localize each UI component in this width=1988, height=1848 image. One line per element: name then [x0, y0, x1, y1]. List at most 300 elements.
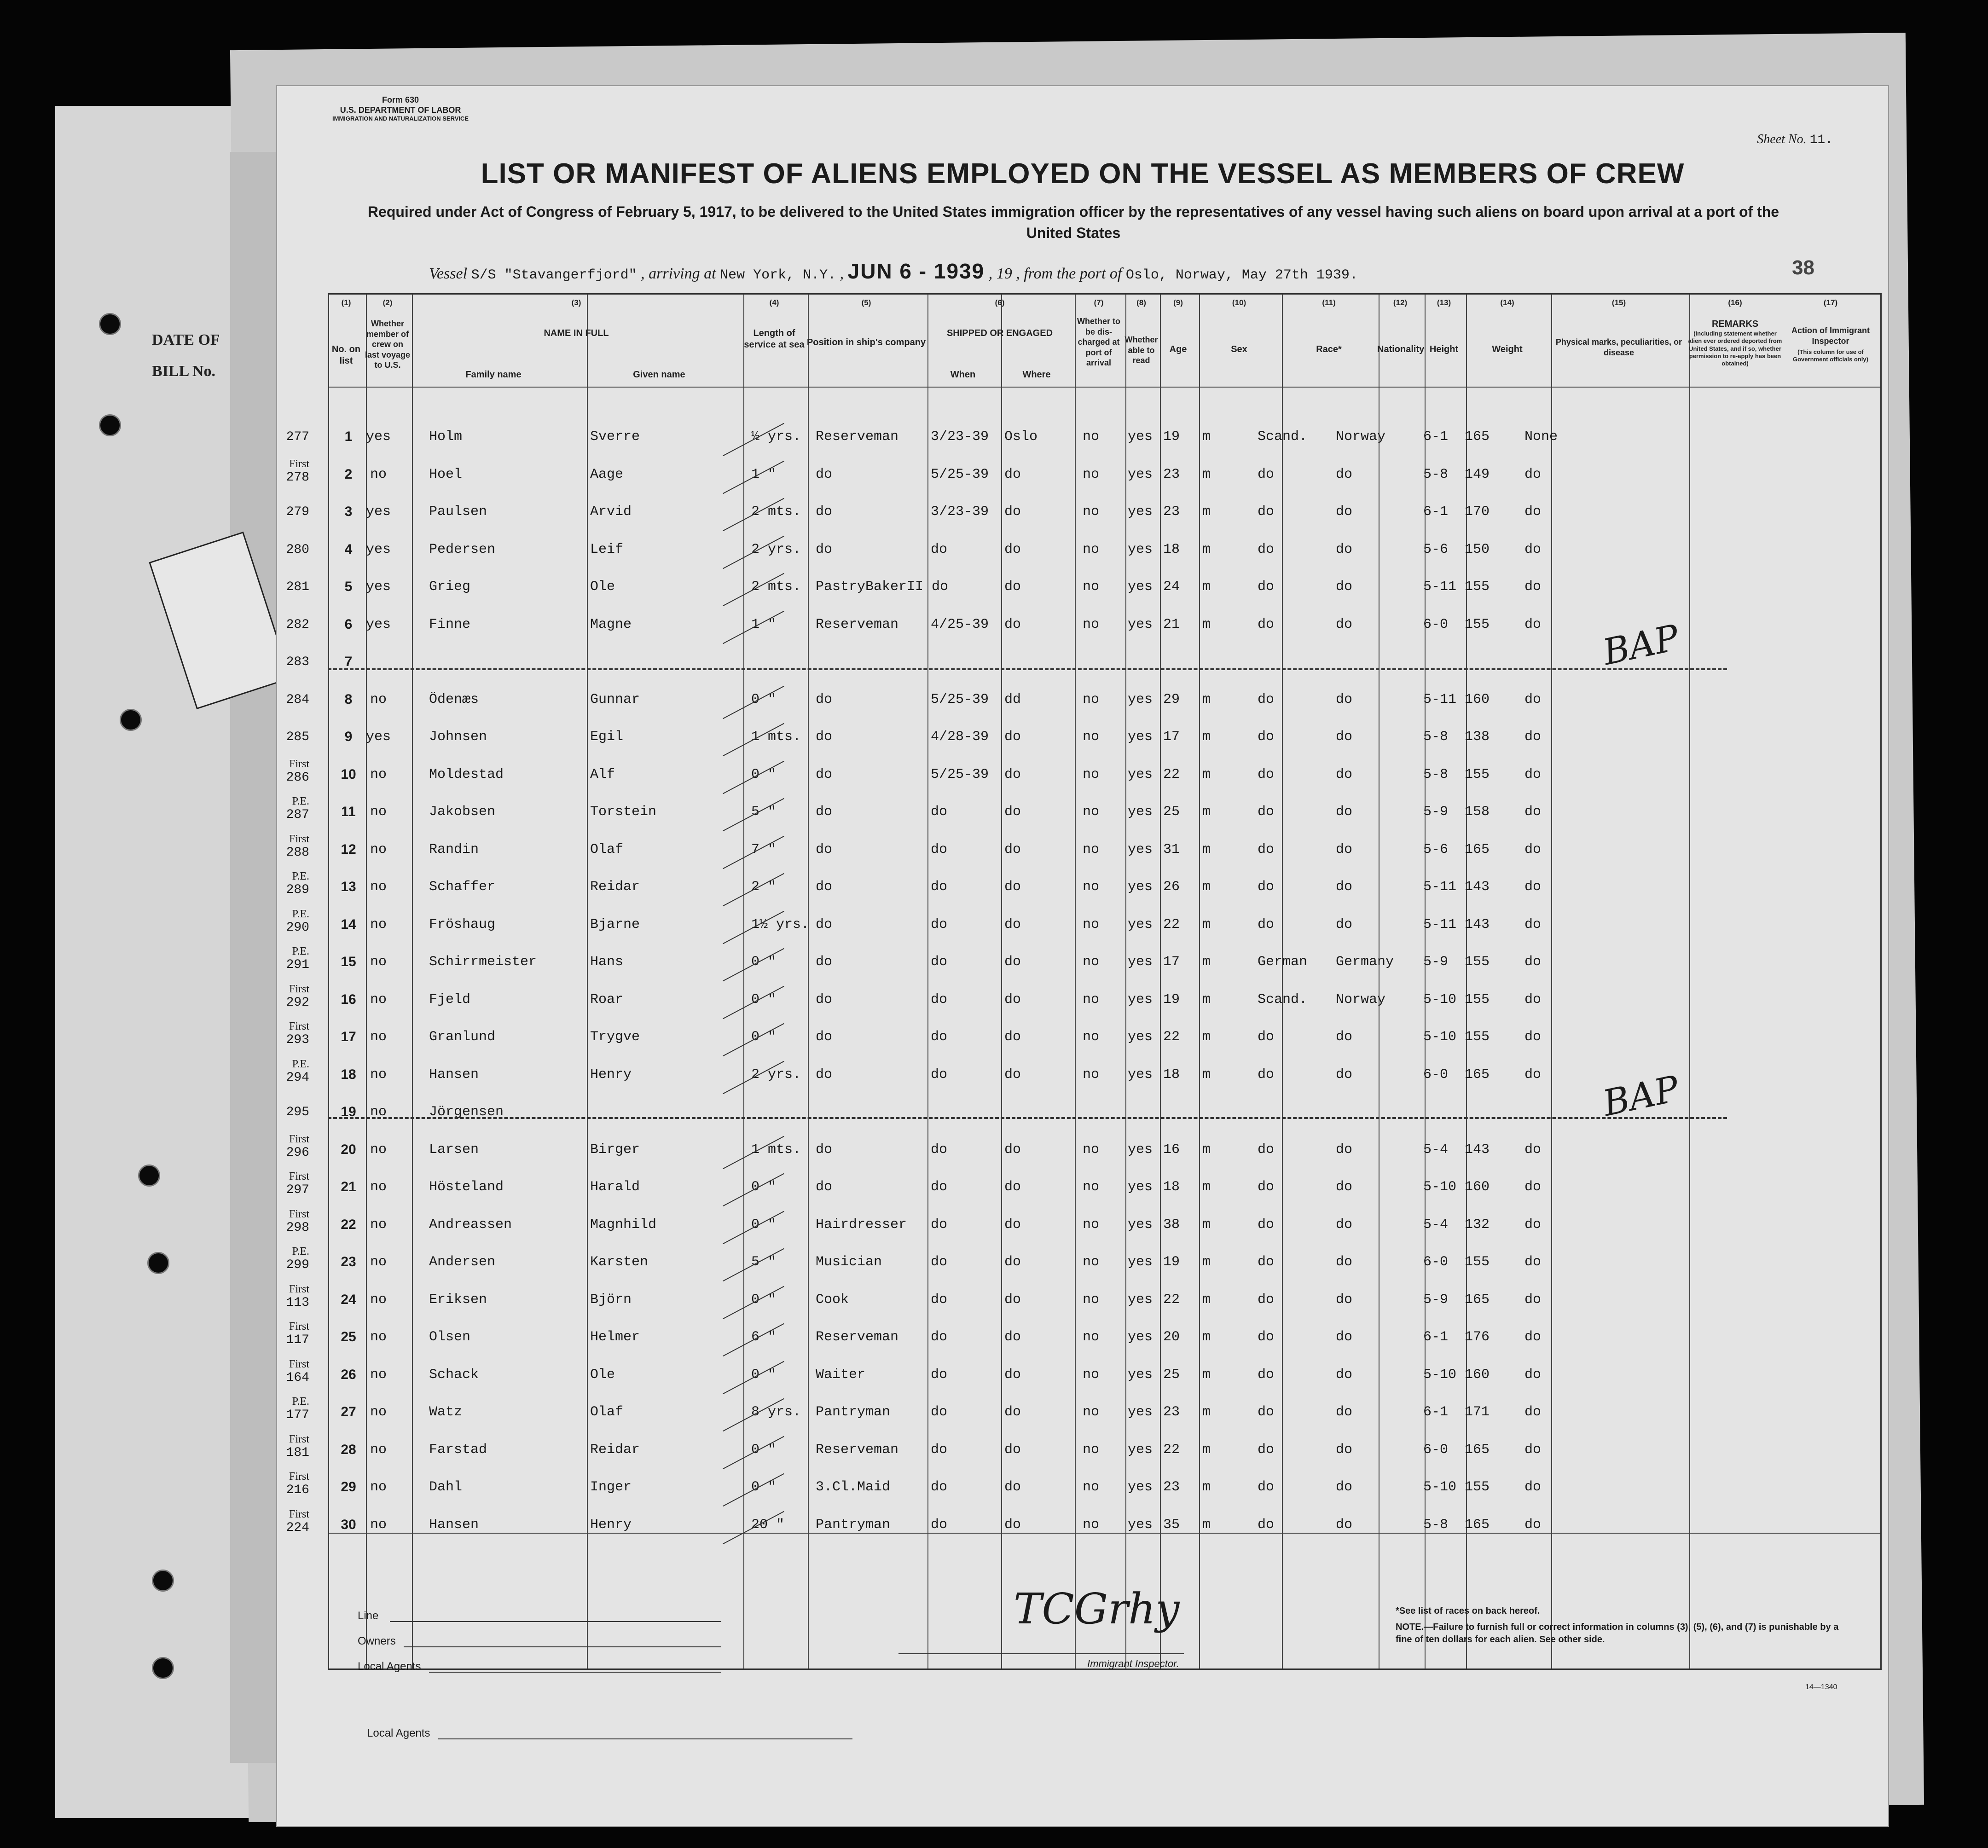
cell-position: do	[816, 766, 833, 782]
cell-where: do	[1004, 954, 1021, 970]
previous-list-value: 224	[286, 1520, 309, 1535]
cell-no: 2	[344, 466, 353, 482]
local-agents-underline-2	[438, 1738, 852, 1739]
cell-nat: do	[1336, 579, 1353, 595]
cell-age: 31	[1163, 841, 1180, 857]
header-discharged: Whether to be dis-charged at port of arrival	[1077, 317, 1120, 367]
cell-read: yes	[1128, 1254, 1153, 1270]
cell-phys: do	[1524, 916, 1542, 933]
previous-list-value: 299	[286, 1258, 309, 1272]
cell-crew: no	[370, 766, 387, 782]
cell-where: Oslo	[1004, 429, 1038, 445]
cell-no: 17	[341, 1029, 356, 1044]
header-action: Action of Immigrant Inspector	[1791, 326, 1870, 346]
cell-height: 5-10	[1423, 1029, 1457, 1045]
cell-family: Johnsen	[429, 729, 487, 745]
cell-phys: do	[1524, 1479, 1542, 1495]
cell-family: Ödenæs	[429, 691, 479, 707]
cell-read: yes	[1128, 579, 1153, 595]
sheet-value: 11.	[1809, 133, 1833, 147]
cell-service: 0 "	[751, 1367, 777, 1383]
column-number: (5)	[861, 298, 871, 307]
cell-weight: 160	[1465, 1179, 1490, 1195]
cell-height: 5-8	[1423, 729, 1449, 745]
cell-given: Helmer	[590, 1329, 640, 1345]
cell-height: 5-4	[1423, 1217, 1449, 1233]
cell-position: 3.Cl.Maid	[816, 1479, 891, 1495]
cell-given: Reidar	[590, 1442, 640, 1458]
cell-read: yes	[1128, 1217, 1153, 1233]
cell-where: do	[1004, 766, 1021, 782]
cell-given: Egil	[590, 729, 624, 745]
cell-service: 0 "	[751, 991, 777, 1008]
table-row	[277, 945, 1879, 991]
header-position: Position in ship's company	[806, 337, 926, 348]
header-shipped-engaged: SHIPPED OR ENGAGED	[946, 328, 1053, 338]
cell-disch: no	[1083, 616, 1100, 632]
cell-race: do	[1258, 1442, 1275, 1458]
cell-race: do	[1258, 541, 1275, 557]
cell-disch: no	[1083, 991, 1100, 1008]
previous-list-tag: First	[289, 833, 309, 845]
cell-sex: m	[1202, 991, 1211, 1008]
cell-disch: no	[1083, 1367, 1100, 1383]
header-given-name: Given name	[633, 370, 685, 380]
cell-age: 38	[1163, 1217, 1180, 1233]
cell-height: 5-10	[1423, 1179, 1457, 1195]
cell-where: do	[1004, 579, 1021, 595]
table-row	[277, 1170, 1879, 1216]
cell-family: Randin	[429, 841, 479, 857]
cell-nat: do	[1336, 1066, 1353, 1083]
cell-disch: no	[1083, 1029, 1100, 1045]
header-race: Race*	[1316, 344, 1342, 354]
cell-phys: do	[1524, 879, 1542, 895]
cell-where: do	[1004, 1479, 1021, 1495]
table-row	[277, 1283, 1879, 1329]
cell-sex: m	[1202, 916, 1211, 933]
column-number: (14)	[1500, 298, 1514, 307]
cell-when: do	[931, 1367, 948, 1383]
cell-sex: m	[1202, 879, 1211, 895]
previous-list-number	[263, 694, 309, 707]
cell-crew: no	[370, 1179, 387, 1195]
cell-service: 5 "	[751, 804, 777, 820]
cell-no: 12	[341, 841, 356, 857]
cell-race: do	[1258, 1217, 1275, 1233]
cell-nat: do	[1336, 804, 1353, 820]
cell-when: do	[931, 1179, 948, 1195]
table-row	[277, 579, 1879, 616]
binder-hole-icon	[152, 1657, 174, 1679]
previous-list-number	[263, 544, 309, 556]
cell-service: 0 "	[751, 1217, 777, 1233]
previous-list-tag: First	[289, 758, 309, 770]
cell-given: Olaf	[590, 1404, 624, 1420]
cell-height: 5-10	[1423, 1367, 1457, 1383]
cell-race: do	[1258, 691, 1275, 707]
cell-no: 6	[344, 616, 353, 632]
cell-given: Magne	[590, 616, 632, 632]
cell-service: 0 "	[751, 1179, 777, 1195]
previous-list-tag: First	[289, 458, 309, 470]
cell-where: do	[1004, 916, 1021, 933]
cell-crew: no	[370, 466, 387, 482]
previous-list-tag: First	[289, 1508, 309, 1520]
cell-weight: 160	[1465, 1367, 1490, 1383]
table-row	[277, 983, 1879, 1029]
cell-phys: do	[1524, 1254, 1542, 1270]
cell-service: 2 mts.	[751, 504, 801, 520]
cell-no: 28	[341, 1442, 356, 1457]
previous-list-number	[263, 1359, 309, 1385]
cell-service: 7 "	[751, 841, 777, 857]
bill-no-label: BILL No.	[152, 363, 215, 380]
previous-list-value: 292	[286, 995, 309, 1010]
cell-phys: do	[1524, 1292, 1542, 1308]
cell-weight: 160	[1465, 691, 1490, 707]
cell-sex: m	[1202, 1367, 1211, 1383]
cell-when: do	[931, 954, 948, 970]
cell-service: 6 "	[751, 1329, 777, 1345]
header-weight: Weight	[1492, 344, 1523, 354]
header-age: Age	[1169, 344, 1187, 354]
cell-position: do	[816, 804, 833, 820]
cell-crew: no	[370, 1517, 387, 1533]
cell-weight: 155	[1465, 991, 1490, 1008]
left-sheet-labels	[152, 331, 239, 380]
struck-row-19	[328, 1117, 1727, 1119]
cell-nat: do	[1336, 541, 1353, 557]
cell-no: 30	[341, 1517, 356, 1532]
cell-nat: do	[1336, 1442, 1353, 1458]
cell-when: do	[931, 1292, 948, 1308]
cell-when: do	[931, 841, 948, 857]
cell-height: 5-9	[1423, 1292, 1449, 1308]
cell-race: do	[1258, 1029, 1275, 1045]
column-number: (13)	[1437, 298, 1451, 307]
cell-height: 5-10	[1423, 991, 1457, 1008]
cell-given: Roar	[590, 991, 624, 1008]
cell-family: Fröshaug	[429, 916, 496, 933]
cell-given: Gunnar	[590, 691, 640, 707]
previous-list-tag: P.E.	[292, 945, 309, 957]
header-sex: Sex	[1231, 344, 1247, 354]
cell-when: do	[931, 1442, 948, 1458]
cell-family: Watz	[429, 1404, 463, 1420]
cell-family: Hansen	[429, 1066, 479, 1083]
cell-where: do	[1004, 1254, 1021, 1270]
cell-age: 19	[1163, 429, 1180, 445]
cell-nat: do	[1336, 729, 1353, 745]
previous-list-tag: First	[289, 1283, 309, 1295]
column-number: (4)	[769, 298, 779, 307]
table-row	[277, 908, 1879, 954]
cell-service: 0 "	[751, 766, 777, 782]
cell-nat: do	[1336, 466, 1353, 482]
cell-height: 6-1	[1423, 1404, 1449, 1420]
cell-family: Olsen	[429, 1329, 471, 1345]
cell-age: 25	[1163, 1367, 1180, 1383]
inspector-signature: TCGrhy	[1014, 1584, 1180, 1634]
previous-list-tag: First	[289, 1321, 309, 1332]
cell-given: Ole	[590, 579, 615, 595]
cell-no: 20	[341, 1141, 356, 1157]
previous-list-tag: First	[289, 1208, 309, 1220]
header-when: When	[950, 370, 976, 380]
cell-family: Andreassen	[429, 1217, 512, 1233]
page-title: LIST OR MANIFEST OF ALIENS EMPLOYED ON THE VESSEL AS MEMBERS OF CREW	[481, 158, 1685, 190]
cell-read: yes	[1128, 1179, 1153, 1195]
previous-list-value: 284	[286, 692, 309, 707]
previous-list-value: 117	[286, 1333, 309, 1347]
cell-where: do	[1004, 1442, 1021, 1458]
previous-list-value: 287	[286, 808, 309, 822]
cell-no: 19	[341, 1104, 356, 1119]
cell-service: 1 "	[751, 616, 777, 632]
cell-read: yes	[1128, 1404, 1153, 1420]
cell-family: Jakobsen	[429, 804, 496, 820]
cell-sex: m	[1202, 729, 1211, 745]
cell-position: do	[816, 541, 833, 557]
cell-sex: m	[1202, 429, 1211, 445]
table-row	[277, 1508, 1879, 1554]
cell-no: 27	[341, 1404, 356, 1419]
form-code: 14—1340	[1805, 1683, 1837, 1691]
cell-disch: no	[1083, 954, 1100, 970]
cell-sex: m	[1202, 954, 1211, 970]
cell-where: do	[1004, 504, 1021, 520]
header-name-in-full: NAME IN FULL	[544, 328, 609, 338]
cell-disch: no	[1083, 729, 1100, 745]
cell-given: Leif	[590, 541, 624, 557]
date-stamp: JUN 6 - 1939	[847, 259, 985, 283]
cell-age: 23	[1163, 1479, 1180, 1495]
cell-phys: do	[1524, 504, 1542, 520]
cell-read: yes	[1128, 1329, 1153, 1345]
previous-list-number	[263, 1209, 309, 1234]
cell-sex: m	[1202, 616, 1211, 632]
cell-age: 19	[1163, 1254, 1180, 1270]
previous-list-number	[263, 871, 309, 897]
cell-no: 3	[344, 504, 353, 519]
cell-where: do	[1004, 1066, 1021, 1083]
cell-age: 21	[1163, 616, 1180, 632]
cell-given: Henry	[590, 1066, 632, 1083]
cell-read: yes	[1128, 1367, 1153, 1383]
cell-phys: do	[1524, 841, 1542, 857]
cell-given: Bjarne	[590, 916, 640, 933]
cell-weight: 155	[1465, 1029, 1490, 1045]
cell-age: 17	[1163, 954, 1180, 970]
cell-weight: 170	[1465, 504, 1490, 520]
table-row	[277, 1433, 1879, 1479]
cell-read: yes	[1128, 541, 1153, 557]
cell-age: 17	[1163, 729, 1180, 745]
cell-sex: m	[1202, 691, 1211, 707]
cell-disch: no	[1083, 766, 1100, 782]
page-subtitle: Required under Act of Congress of February 5, 1917, to be delivered to the United States immigration officer by the representatives of any vessel having such aliens on board upon arrival at a port of the United States	[367, 203, 1779, 242]
cell-given: Trygve	[590, 1029, 640, 1045]
previous-list-number	[263, 619, 309, 631]
cell-where: do	[1004, 1329, 1021, 1345]
cell-sex: m	[1202, 1066, 1211, 1083]
column-number: (9)	[1173, 298, 1183, 307]
cell-weight: 158	[1465, 804, 1490, 820]
binder-hole-icon	[120, 709, 142, 731]
cell-crew: no	[370, 1442, 387, 1458]
cell-sex: m	[1202, 1517, 1211, 1533]
local-agents-underline	[429, 1672, 721, 1673]
previous-list-value: 289	[286, 883, 309, 897]
column-number: (10)	[1232, 298, 1246, 307]
header-length-service: Length of service at sea	[744, 328, 805, 350]
cell-position: Hairdresser	[816, 1217, 907, 1233]
table-row	[277, 1396, 1879, 1441]
cell-given: Björn	[590, 1292, 632, 1308]
vessel-line: Vessel S/S "Stavangerfjord" , arriving at New York, N.Y. , JUN 6 - 1939 , 19 , from the port of Oslo, Norway, May 27th 1939.	[429, 259, 1358, 283]
corner-number: 38	[1792, 256, 1814, 279]
previous-list-number	[263, 909, 309, 934]
previous-list-tag: P.E.	[292, 795, 309, 807]
cell-crew: no	[370, 1479, 387, 1495]
manifest-sheet	[276, 85, 1889, 1827]
cell-crew: no	[370, 1141, 387, 1158]
cell-position: Waiter	[816, 1367, 866, 1383]
cell-phys: do	[1524, 1517, 1542, 1533]
cell-read: yes	[1128, 691, 1153, 707]
previous-list-number	[263, 984, 309, 1009]
cell-nat: Norway	[1336, 429, 1386, 445]
cell-no: 7	[344, 654, 353, 669]
previous-list-number	[263, 1246, 309, 1272]
cell-height: 5-10	[1423, 1479, 1457, 1495]
cell-sex: m	[1202, 841, 1211, 857]
cell-race: do	[1258, 1367, 1275, 1383]
column-number: (1)	[341, 298, 351, 307]
line-underline	[390, 1621, 721, 1622]
column-number: (16)	[1728, 298, 1742, 307]
cell-sex: m	[1202, 579, 1211, 595]
cell-race: do	[1258, 466, 1275, 482]
cell-when: do	[931, 541, 948, 557]
cell-weight: 138	[1465, 729, 1490, 745]
previous-list-number	[263, 1434, 309, 1460]
cell-sex: m	[1202, 1292, 1211, 1308]
cell-no: 29	[341, 1479, 356, 1495]
cell-nat: Germany	[1336, 954, 1394, 970]
cell-nat: do	[1336, 766, 1353, 782]
sheet-label: Sheet No.	[1757, 132, 1807, 146]
binder-hole-icon	[138, 1164, 160, 1187]
cell-age: 22	[1163, 916, 1180, 933]
previous-list-value: 181	[286, 1445, 309, 1460]
cell-weight: 155	[1465, 954, 1490, 970]
cell-race: do	[1258, 1479, 1275, 1495]
table-row	[277, 1358, 1879, 1404]
cell-read: yes	[1128, 1029, 1153, 1045]
cell-no: 24	[341, 1292, 356, 1307]
cell-phys: do	[1524, 766, 1542, 782]
table-row	[277, 458, 1879, 504]
previous-list-value: 216	[286, 1483, 309, 1497]
cell-where: do	[1004, 841, 1021, 857]
cell-read: yes	[1128, 429, 1153, 445]
cell-disch: no	[1083, 504, 1100, 520]
cell-where: do	[1004, 1517, 1021, 1533]
cell-family: Farstad	[429, 1442, 487, 1458]
cell-race: do	[1258, 804, 1275, 820]
header-where: Where	[1022, 370, 1051, 380]
cell-nat: do	[1336, 1404, 1353, 1420]
header-nationality: Nationality	[1377, 344, 1425, 354]
cell-race: do	[1258, 1517, 1275, 1533]
cell-race: German	[1258, 954, 1308, 970]
cell-when: 3/23-39	[931, 504, 989, 520]
cell-read: yes	[1128, 1442, 1153, 1458]
table-row	[277, 1133, 1879, 1179]
cell-position: Reserveman	[816, 616, 899, 632]
previous-list-number	[263, 796, 309, 822]
cell-race: Scand.	[1258, 429, 1308, 445]
previous-list-value: 285	[286, 730, 309, 744]
cell-weight: 132	[1465, 1217, 1490, 1233]
cell-sex: m	[1202, 1217, 1211, 1233]
cell-race: do	[1258, 616, 1275, 632]
table-row	[277, 542, 1879, 579]
previous-list-value: 279	[286, 505, 309, 519]
cell-read: yes	[1128, 504, 1153, 520]
cell-phys: do	[1524, 1029, 1542, 1045]
vessel-label: Vessel	[429, 265, 468, 282]
cell-crew: no	[370, 1404, 387, 1420]
cell-when: do	[931, 1066, 948, 1083]
cell-sex: m	[1202, 1404, 1211, 1420]
previous-list-value: 277	[286, 430, 309, 444]
cell-family: Holm	[429, 429, 463, 445]
cell-service: 0 "	[751, 691, 777, 707]
cell-position: do	[816, 1066, 833, 1083]
cell-disch: no	[1083, 1217, 1100, 1233]
cell-phys: do	[1524, 1329, 1542, 1345]
cell-weight: 171	[1465, 1404, 1490, 1420]
cell-crew: no	[370, 1292, 387, 1308]
cell-family: Grieg	[429, 579, 471, 595]
cell-sex: m	[1202, 1442, 1211, 1458]
cell-nat: do	[1336, 1141, 1353, 1158]
previous-list-number	[263, 1396, 309, 1422]
previous-list-tag: First	[289, 983, 309, 995]
cell-where: do	[1004, 1141, 1021, 1158]
previous-list-number	[263, 1106, 309, 1119]
cell-service: 0 "	[751, 954, 777, 970]
cell-race: do	[1258, 579, 1275, 595]
column-number: (17)	[1823, 298, 1838, 307]
cell-height: 5-8	[1423, 466, 1449, 482]
previous-list-value: 294	[286, 1070, 309, 1085]
cell-no: 16	[341, 991, 356, 1007]
cell-no: 1	[344, 429, 353, 444]
cell-position: Cook	[816, 1292, 849, 1308]
year-label: 19	[996, 265, 1012, 282]
cell-when: 4/28-39	[931, 729, 989, 745]
cell-when: 5/25-39	[931, 466, 989, 482]
cell-height: 5-11	[1423, 879, 1457, 895]
cell-when: 3/23-39	[931, 429, 989, 445]
cell-race: do	[1258, 729, 1275, 745]
penalty-note: NOTE.—Failure to furnish full or correct information in columns (3), (5), (6), and (7) is punishable by a fine of ten dollars for each alien. See other side.	[1396, 1622, 1839, 1645]
cell-service: 2 mts.	[751, 579, 801, 595]
